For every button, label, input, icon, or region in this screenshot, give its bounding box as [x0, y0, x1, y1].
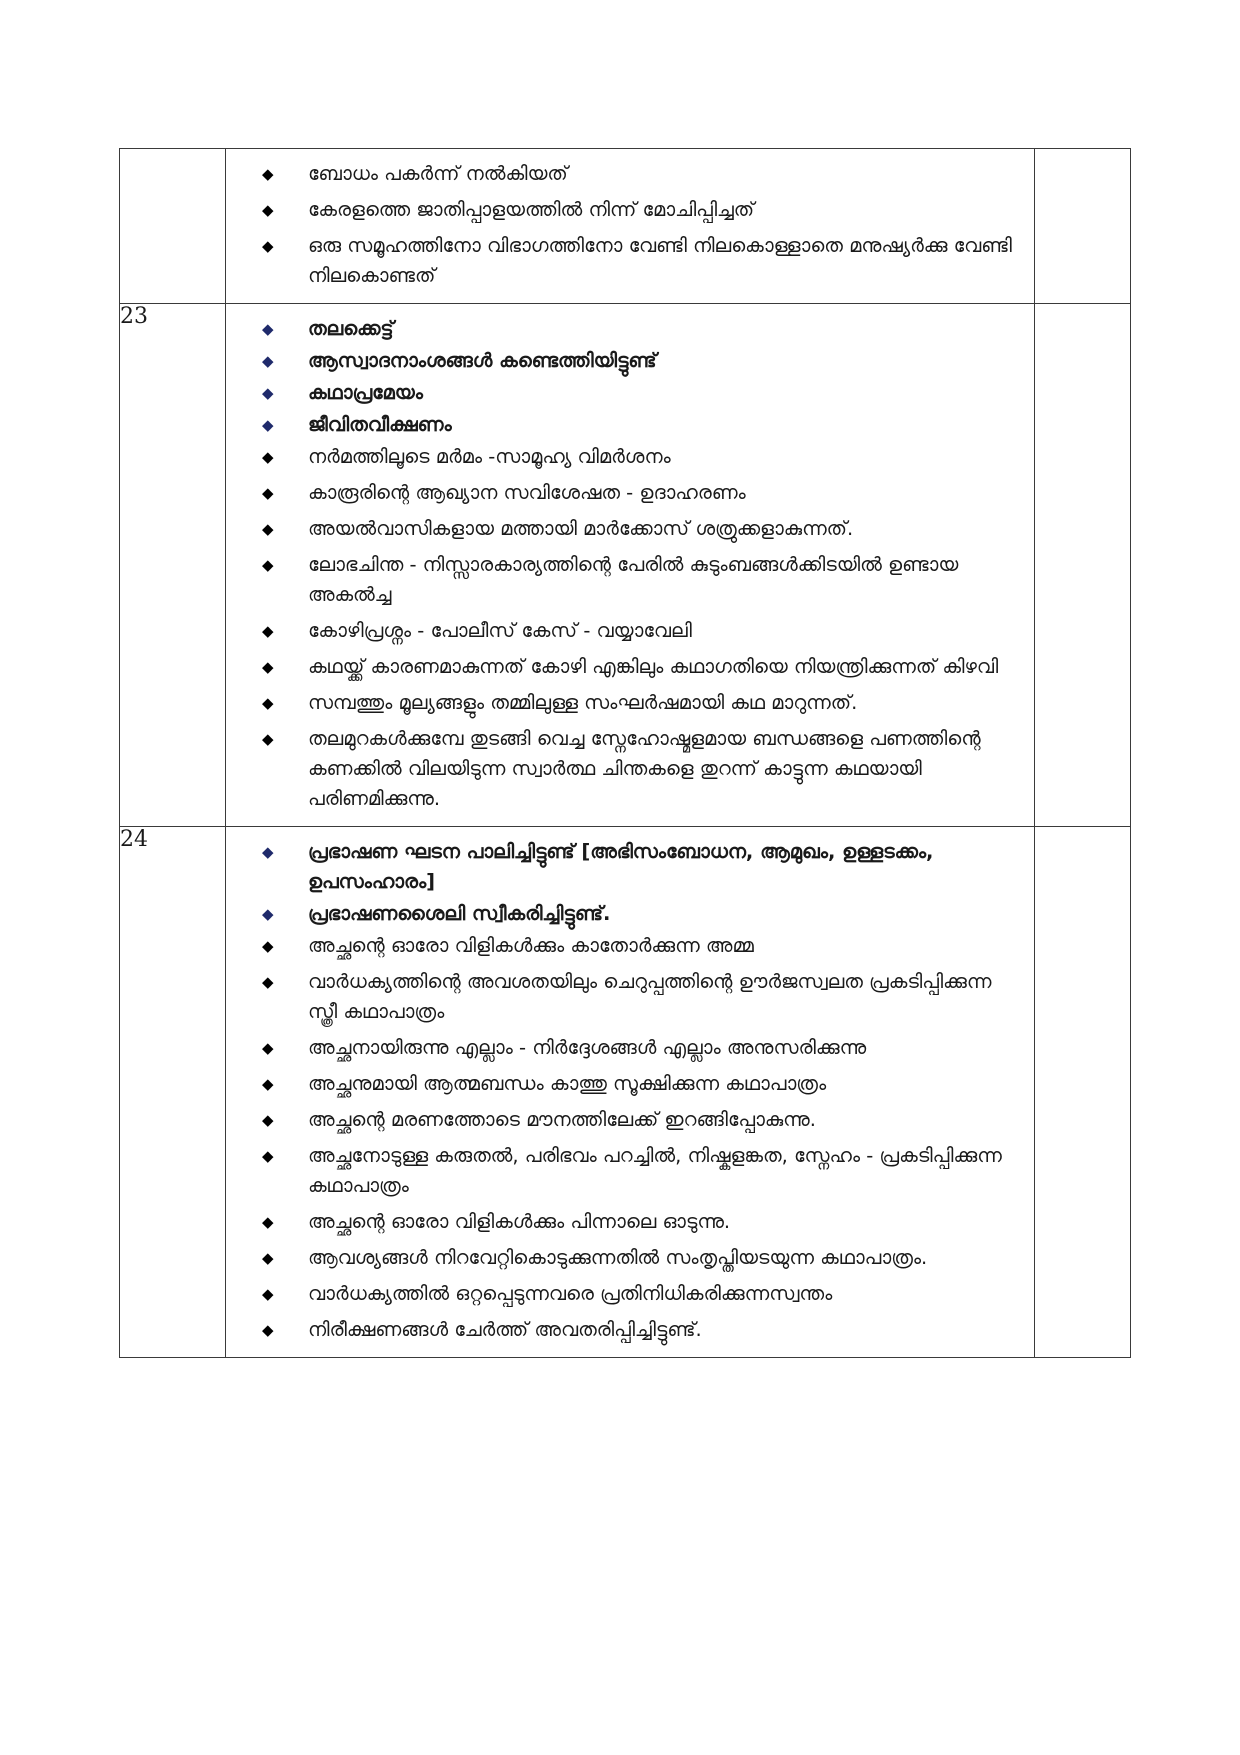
table-row [120, 827, 1131, 1358]
answer-point-text: തലമുറകൾക്കുമ്പേ തുടങ്ങി വെച്ച സ്നേഹോഷ്മളമായ ബന്ധങ്ങളെ പണത്തിന്റെ കണക്കിൽ വിലയിടുന്ന സ്വാർത്ഥ ചിന്തകളെ തുറന്ന് കാട്ടുന്ന കഥയായി പരിണമിക്കുന്നു. [307, 727, 981, 810]
list-item [226, 931, 1026, 961]
answer-point-text: അച്ഛനുമായി ആത്മബന്ധം കാത്തു സൂക്ഷിക്കുന്ന കഥാപാത്രം [307, 1072, 827, 1095]
list-item [226, 1279, 1026, 1309]
diamond-bullet-icon: ◆ [261, 658, 274, 676]
diamond-bullet-icon: ◆ [261, 1321, 274, 1339]
answer-points-list [226, 149, 1034, 303]
score-cell [1035, 149, 1131, 304]
diamond-bullet-icon: ◆ [261, 320, 274, 338]
answer-points-cell [225, 304, 1034, 827]
list-item [226, 1243, 1026, 1273]
diamond-bullet-icon: ◆ [261, 1249, 274, 1267]
answer-point-text: ആസ്വാദനാംശങ്ങൾ കണ്ടെത്തിയിട്ടുണ്ട് [307, 349, 657, 372]
diamond-bullet-icon: ◆ [261, 694, 274, 712]
diamond-bullet-icon: ◆ [261, 556, 274, 574]
diamond-bullet-icon: ◆ [261, 1111, 274, 1129]
answer-point-text: കഥാപ്രമേയം [307, 381, 423, 404]
answer-point-text: ബോധം പകർന്ന് നൽകിയത് [307, 162, 568, 185]
diamond-bullet-icon: ◆ [261, 384, 274, 402]
list-item [226, 1105, 1026, 1135]
answer-point-text: ഒരു സമൂഹത്തിനോ വിഭാഗത്തിനോ വേണ്ടി നിലകൊള്ളാതെ മനുഷ്യർക്കു വേണ്ടി നിലകൊണ്ടത് [307, 234, 1012, 287]
list-item [226, 514, 1026, 544]
list-item [226, 688, 1026, 718]
table-row [120, 149, 1131, 304]
answer-point-text: അച്ഛന്റെ മരണത്തോടെ മൗനത്തിലേക്ക് ഇറങ്ങിപ്പോകുന്നു. [307, 1108, 816, 1131]
answer-point-text: അച്ഛനോടുള്ള കരുതൽ, പരിഭവം പറച്ചിൽ, നിഷ്കളങ്കത, സ്നേഹം - പ്രകടിപ്പിക്കുന്ന കഥാപാത്രം [307, 1144, 1002, 1197]
diamond-bullet-icon: ◆ [261, 352, 274, 370]
diamond-bullet-icon: ◆ [261, 905, 274, 923]
answer-point-text: കഥയ്ക്ക് കാരണമാകുന്നത് കോഴി എങ്കിലും കഥാഗതിയെ നിയന്ത്രിക്കുന്നത് കിഴവി [307, 655, 999, 678]
question-number: 24 [120, 827, 226, 1358]
diamond-bullet-icon: ◆ [261, 1075, 274, 1093]
answer-point-text: അച്ഛന്റെ ഓരോ വിളികൾക്കും കാതോർക്കുന്ന അമ്മ [307, 934, 754, 957]
answer-point-text: പ്രഭാഷണശൈലി സ്വീകരിച്ചിട്ടുണ്ട്. [307, 902, 611, 925]
list-item [226, 616, 1026, 646]
question-number [120, 149, 226, 304]
answer-points-list [226, 304, 1034, 826]
answer-point-text: പ്രഭാഷണ ഘടന പാലിച്ചിട്ടുണ്ട് [അഭിസംബോധന, ആമുഖം, ഉള്ളടക്കം, ഉപസംഹാരം] [307, 840, 934, 893]
list-item [226, 195, 1026, 225]
diamond-bullet-icon: ◆ [261, 448, 274, 466]
list-item [226, 1141, 1026, 1201]
answer-point-text: കോഴിപ്രശ്നം - പോലീസ് കേസ് - വയ്യാവേലി [307, 619, 692, 642]
diamond-bullet-icon: ◆ [261, 937, 274, 955]
score-cell [1035, 304, 1131, 827]
answer-point-text: നിരീക്ഷണങ്ങൾ ചേർത്ത് അവതരിപ്പിച്ചിട്ടുണ്ട്. [307, 1318, 702, 1341]
list-item [226, 346, 1026, 376]
answer-point-text: തലക്കെട്ട് [307, 317, 394, 340]
list-item [226, 1033, 1026, 1063]
answer-points-list [226, 827, 1034, 1357]
answer-point-text: അച്ഛന്റെ ഓരോ വിളികൾക്കും പിന്നാലെ ഓടുന്നു. [307, 1210, 731, 1233]
list-item [226, 478, 1026, 508]
list-item [226, 837, 1026, 897]
list-item [226, 231, 1026, 291]
answer-point-text: ജീവിതവീക്ഷണം [307, 413, 452, 436]
answer-point-text: അച്ഛനായിരുന്നു എല്ലാം - നിർദ്ദേശങ്ങൾ എല്ലാം അനുസരിക്കുന്നു [307, 1036, 867, 1059]
list-item [226, 652, 1026, 682]
diamond-bullet-icon: ◆ [261, 1039, 274, 1057]
diamond-bullet-icon: ◆ [261, 416, 274, 434]
diamond-bullet-icon: ◆ [261, 1285, 274, 1303]
diamond-bullet-icon: ◆ [261, 843, 274, 861]
answer-points-cell [225, 827, 1034, 1358]
answer-point-text: കാരൂരിന്റെ ആഖ്യാന സവിശേഷത - ഉദാഹരണം [307, 481, 746, 504]
list-item [226, 442, 1026, 472]
answer-key-table [119, 148, 1131, 1358]
list-item [226, 1207, 1026, 1237]
diamond-bullet-icon: ◆ [261, 520, 274, 538]
diamond-bullet-icon: ◆ [261, 973, 274, 991]
list-item [226, 967, 1026, 1027]
list-item [226, 724, 1026, 814]
answer-point-text: ലോഭചിന്ത - നിസ്സാരകാര്യത്തിന്റെ പേരിൽ കുടുംബങ്ങൾക്കിടയിൽ ഉണ്ടായ അകൽച്ച [307, 553, 959, 606]
diamond-bullet-icon: ◆ [261, 484, 274, 502]
list-item [226, 899, 1026, 929]
answer-points-cell [225, 149, 1034, 304]
answer-point-text: സമ്പത്തും മൂല്യങ്ങളും തമ്മിലുള്ള സംഘർഷമായി കഥ മാറുന്നത്. [307, 691, 858, 714]
answer-point-text: അയൽവാസികളായ മത്തായി മാർക്കോസ് ശത്രുക്കളാകുന്നത്. [307, 517, 854, 540]
list-item [226, 1069, 1026, 1099]
list-item [226, 378, 1026, 408]
list-item [226, 410, 1026, 440]
list-item [226, 159, 1026, 189]
diamond-bullet-icon: ◆ [261, 237, 274, 255]
diamond-bullet-icon: ◆ [261, 730, 274, 748]
answer-point-text: ആവശ്യങ്ങൾ നിറവേറ്റികൊടുക്കുന്നതിൽ സംതൃപ്തിയടയുന്ന കഥാപാത്രം. [307, 1246, 928, 1269]
answer-point-text: വാർധക്യത്തിൽ ഒറ്റപ്പെടുന്നവരെ പ്രതിനിധികരിക്കുന്നസ്വന്തം [307, 1282, 833, 1305]
list-item [226, 1315, 1026, 1345]
diamond-bullet-icon: ◆ [261, 201, 274, 219]
question-number: 23 [120, 304, 226, 827]
answer-point-text: കേരളത്തെ ജാതിപ്പാളയത്തിൽ നിന്ന് മോചിപ്പിച്ചത് [307, 198, 755, 221]
diamond-bullet-icon: ◆ [261, 622, 274, 640]
table-row [120, 304, 1131, 827]
score-cell [1035, 827, 1131, 1358]
diamond-bullet-icon: ◆ [261, 165, 274, 183]
diamond-bullet-icon: ◆ [261, 1147, 274, 1165]
answer-key-table-body [120, 149, 1131, 1358]
answer-point-text: വാർധക്യത്തിന്റെ അവശതയിലും ചെറുപ്പത്തിന്റെ ഊർജസ്വലത പ്രകടിപ്പിക്കുന്ന സ്ത്രീ കഥാപാത്രം [307, 970, 992, 1023]
list-item [226, 550, 1026, 610]
answer-point-text: നർമത്തിലൂടെ മർമം -സാമൂഹ്യ വിമർശനം [307, 445, 671, 468]
diamond-bullet-icon: ◆ [261, 1213, 274, 1231]
list-item [226, 314, 1026, 344]
